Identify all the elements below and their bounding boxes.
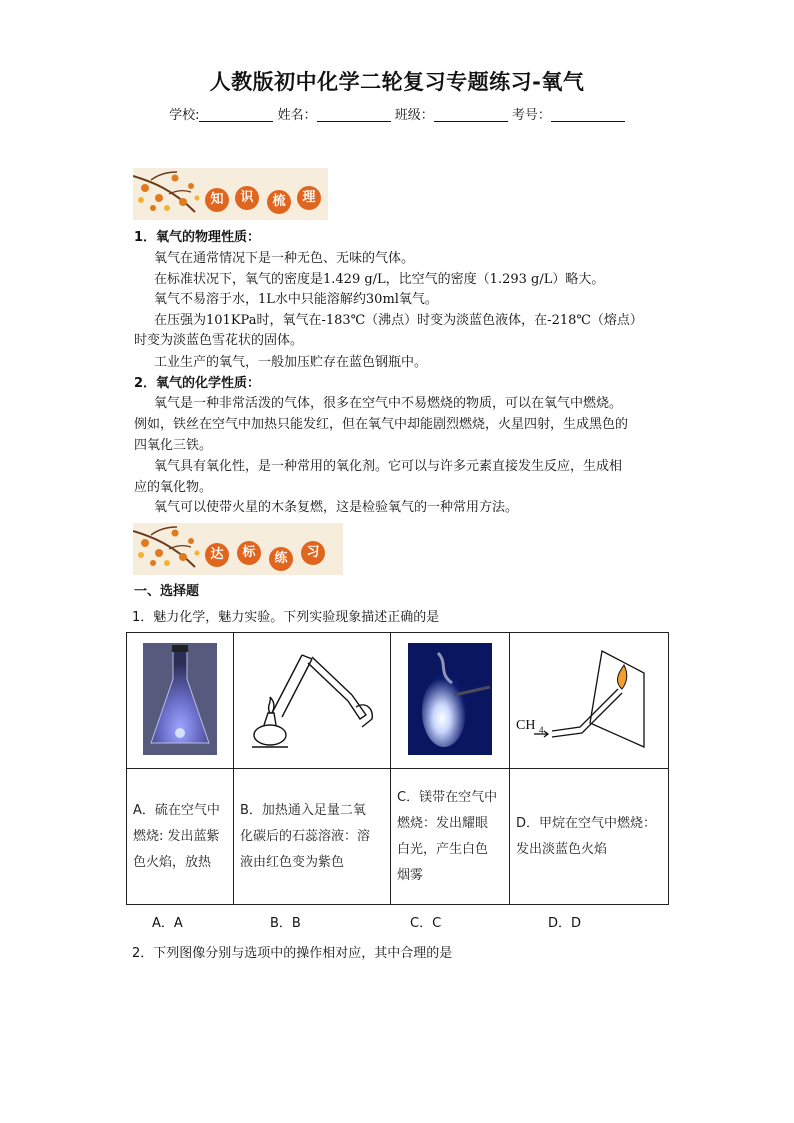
- option-a-line-2: 燃烧: 发出蓝紫: [133, 828, 220, 844]
- para-chemical-2b: 应的氧化物。: [134, 480, 213, 495]
- para-chemical-2a: 氧气具有氧化性，是一种常用的氧化剂。它可以与许多元素直接发生反应，生成相: [154, 459, 623, 474]
- heading-chemical: 2．氧气的化学性质：: [134, 376, 261, 391]
- option-d-line-2: 发出淡蓝色火焰: [516, 841, 608, 857]
- para-chemical-1b: 例如，铁丝在空气中加热只能发红，但在氧气中却能剧烈燃烧，火星四射，生成黑色的: [134, 417, 629, 432]
- methane-burning-diagram: [514, 643, 664, 755]
- option-a-image: [127, 633, 234, 769]
- banner-knowledge-char-1: 知: [205, 188, 229, 212]
- banner-practice-char-1: 达: [205, 543, 229, 567]
- option-d-caption: [510, 769, 669, 905]
- option-c-line-2: 燃烧：发出耀眼: [397, 815, 489, 831]
- name-label: 姓名：: [277, 108, 317, 123]
- option-a-line-3: 色火焰，放热: [133, 854, 212, 870]
- school-blank[interactable]: [199, 107, 273, 122]
- option-c-line-4: 烟雾: [397, 867, 424, 883]
- choice-d[interactable]: D．D: [548, 916, 582, 931]
- question-1-options-table: [126, 632, 669, 905]
- banner-knowledge-char-3: 梳: [267, 190, 291, 214]
- para-chemical-1c: 四氧化三铁。: [134, 438, 213, 453]
- option-d-image: [510, 633, 669, 769]
- choice-a[interactable]: A．A: [152, 916, 183, 931]
- para-physical-4b: 时变为淡蓝色雪花状的固体。: [134, 333, 304, 348]
- banner-knowledge-char-2: 识: [235, 186, 259, 210]
- class-label: 班级：: [394, 108, 434, 123]
- school-label: 学校:: [169, 108, 200, 123]
- para-chemical-3: 氧气可以使带火星的木条复燃，这是检验氧气的一种常用方法。: [154, 500, 519, 515]
- flask-flame-image: [143, 643, 217, 755]
- option-b-line-2: 化碳后的石蕊溶液：溶: [240, 828, 371, 844]
- ch4-subscript: 4: [539, 724, 544, 735]
- option-c-caption: [391, 769, 510, 905]
- choice-c[interactable]: C．C: [410, 916, 442, 931]
- exam-number-label: 考号：: [511, 108, 551, 123]
- banner-practice: [133, 523, 343, 575]
- class-blank[interactable]: [434, 107, 508, 122]
- name-blank[interactable]: [317, 107, 391, 122]
- student-info-line: [0, 104, 794, 123]
- option-a-caption: [127, 769, 234, 905]
- banner-practice-char-4: 习: [301, 541, 325, 565]
- option-c-image: [391, 633, 510, 769]
- section-choice-heading: 一、选择题: [134, 584, 200, 599]
- question-2: 2．下列图像分别与选项中的操作相对应，其中合理的是: [132, 946, 453, 961]
- banner-knowledge: [133, 168, 328, 220]
- para-chemical-1a: 氧气是一种非常活泼的气体，很多在空气中不易燃烧的物质，可以在氧气中燃烧。: [154, 396, 623, 411]
- para-physical-3: 氧气不易溶于水，1L水中只能溶解约30ml氧气。: [154, 292, 438, 307]
- option-c-line-1: C．镁带在空气中: [397, 789, 498, 805]
- ch4-label: CH: [516, 717, 536, 733]
- page-title: 人教版初中化学二轮复习专题练习-氧气: [209, 70, 585, 94]
- para-physical-5: 工业生产的氧气，一般加压贮存在蓝色钢瓶中。: [154, 355, 428, 370]
- option-a-line-1: A．硫在空气中: [133, 802, 220, 818]
- para-physical-2: 在标准状况下，氧气的密度是1.429 g/L，比空气的密度（1.293 g/L）略大。: [154, 272, 605, 287]
- magnesium-burning-image: [408, 643, 492, 755]
- para-physical-4a: 在压强为101KPa时，氧气在-183℃（沸点）时变为淡蓝色液体，在-218℃（熔点）: [154, 313, 643, 328]
- question-1: 1．魅力化学，魅力实验。下列实验现象描述正确的是: [132, 610, 440, 625]
- heading-physical: 1．氧气的物理性质：: [134, 230, 261, 245]
- exam-number-blank[interactable]: [551, 107, 625, 122]
- option-b-line-3: 液由红色变为紫色: [240, 854, 345, 870]
- choice-b[interactable]: B．B: [270, 916, 301, 931]
- option-b-line-1: B．加热通入足量二氧: [240, 802, 366, 818]
- banner-knowledge-char-4: 理: [297, 186, 321, 210]
- para-physical-1: 氧气在通常情况下是一种无色、无味的气体。: [154, 251, 415, 266]
- banner-practice-char-3: 练: [269, 547, 293, 571]
- option-c-line-3: 白光，产生白色: [397, 841, 489, 857]
- banner-practice-char-2: 标: [237, 541, 261, 565]
- option-d-line-1: D．甲烷在空气中燃烧：: [516, 815, 657, 831]
- test-tube-heating-diagram: [242, 643, 382, 755]
- option-b-caption: [234, 769, 391, 905]
- option-b-image: [234, 633, 391, 769]
